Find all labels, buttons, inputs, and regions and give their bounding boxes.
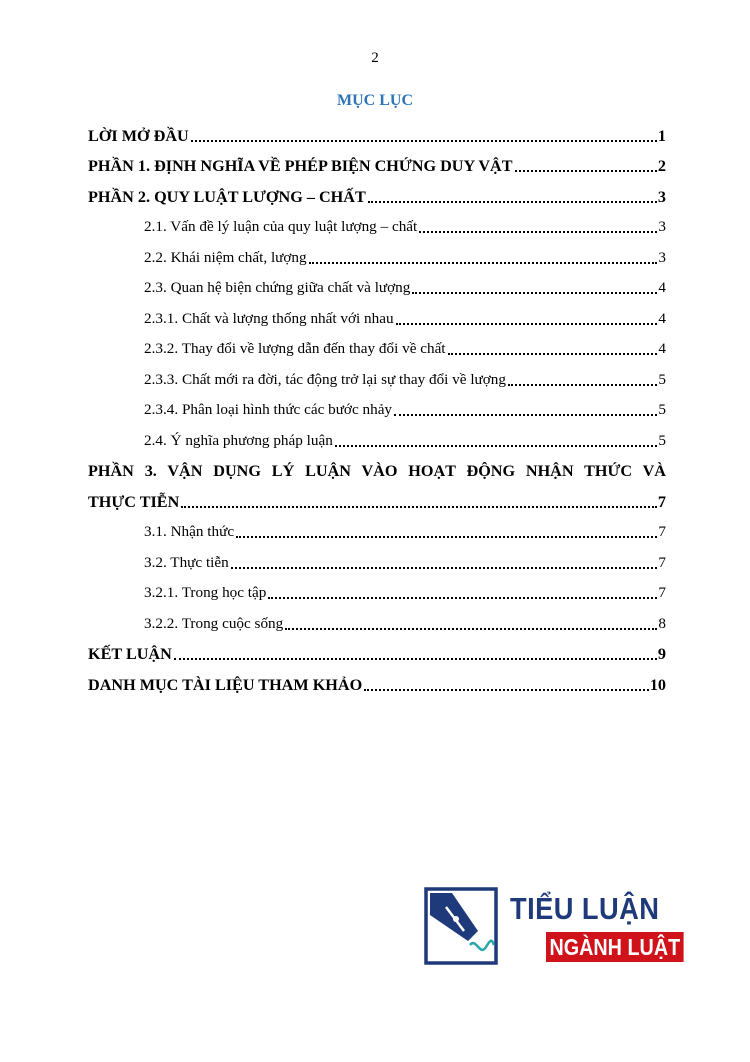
toc-dot-leader [412, 292, 657, 294]
toc-entry[interactable] [88, 515, 666, 546]
toc-entry-label: 2.2. Khái niệm chất, lượng [144, 248, 307, 266]
toc-entry-page: 10 [649, 675, 666, 694]
toc-entry-label: 3.2. Thực tiễn [144, 553, 229, 571]
toc-entry-page: 7 [657, 492, 666, 511]
toc-dot-leader [268, 597, 657, 599]
toc-entry[interactable] [88, 484, 666, 515]
toc-entry[interactable] [88, 545, 666, 576]
toc-dot-leader [285, 628, 657, 630]
toc-dot-leader [368, 201, 657, 203]
toc-entry[interactable] [88, 118, 666, 149]
toc-entry-page: 5 [658, 370, 666, 388]
toc-entry-page: 7 [658, 584, 666, 601]
toc-entry[interactable] [88, 576, 666, 607]
toc-dot-leader [396, 323, 658, 325]
toc-entry[interactable] [88, 606, 666, 637]
toc-entry-label: THỰC TIỄN [88, 492, 180, 511]
toc-entry-label: 2.4. Ý nghĩa phương pháp luận [144, 431, 333, 449]
toc-entry-page: 1 [657, 126, 666, 145]
toc-entry-label: 3.2.1. Trong học tập [144, 584, 267, 601]
toc-dot-leader [191, 140, 657, 142]
toc-entry[interactable] [88, 240, 666, 271]
toc-entry-page: 5 [658, 431, 666, 449]
toc-entry-page: 3 [658, 218, 666, 235]
page-number: 2 [371, 50, 379, 66]
toc-entry[interactable] [88, 393, 666, 424]
toc-entry-page: 4 [658, 279, 666, 296]
toc-entry-label: DANH MỤC TÀI LIỆU THAM KHẢO [88, 675, 363, 694]
toc-entry-label: 2.3.2. Thay đổi về lượng dẫn đến thay đổi về chất [144, 340, 446, 357]
toc-entry-label: 2.3.3. Chất mới ra đời, tác động trở lại sự thay đổi về lượng [144, 370, 506, 388]
toc-entry[interactable] [88, 423, 666, 454]
toc-dot-leader [419, 231, 657, 233]
toc-entry[interactable] [88, 271, 666, 302]
toc-entry-page: 8 [658, 614, 666, 632]
toc-entry-label: PHẦN 1. ĐỊNH NGHĨA VỀ PHÉP BIỆN CHỨNG DUY VẬT [88, 157, 513, 175]
toc-entry-label: PHẦN 2. QUY LUẬT LƯỢNG – CHẤT [88, 187, 366, 206]
toc-entry-label: 2.3. Quan hệ biện chứng giữa chất và lượng [144, 279, 411, 296]
pen-nib-icon [424, 887, 498, 965]
toc-entry[interactable] [88, 362, 666, 393]
toc-entry-label: 2.3.1. Chất và lượng thống nhất với nhau [144, 309, 394, 327]
toc-dot-leader [448, 353, 658, 355]
toc-entry-page: 5 [658, 401, 666, 418]
toc-entry[interactable] [88, 637, 666, 668]
toc-dot-leader [515, 170, 657, 172]
toc-dot-leader [508, 384, 657, 386]
logo [424, 887, 681, 967]
toc-entry[interactable] [88, 149, 666, 180]
toc-entry-label: 3.1. Nhận thức [144, 523, 235, 540]
toc-dot-leader [231, 567, 658, 569]
toc-entry[interactable] [88, 301, 666, 332]
toc-entry-label: PHẦN 3. VẬN DỤNG LÝ LUẬN VÀO HOẠT ĐỘNG NHẬN THỨC VÀ [88, 462, 666, 480]
toc-entry[interactable] [88, 332, 666, 363]
toc-entry[interactable] [88, 667, 666, 698]
toc-dot-leader [309, 262, 658, 264]
toc-entry[interactable] [88, 454, 666, 485]
toc-dot-leader [394, 414, 657, 416]
logo-subtitle: NGÀNH LUẬT [546, 932, 684, 962]
toc-entry-page: 7 [658, 523, 666, 540]
toc-dot-leader [236, 536, 657, 538]
toc-entry-page: 3 [657, 187, 666, 206]
logo-title: TIỂU LUẬN [510, 891, 660, 926]
toc-entry-label: 2.1. Vấn đề lý luận của quy luật lượng – chất [144, 218, 418, 235]
toc-entry[interactable] [88, 179, 666, 210]
toc-entry-label: LỜI MỞ ĐẦU [88, 126, 189, 145]
toc-entry[interactable] [88, 210, 666, 241]
toc-entry-page: 9 [657, 645, 666, 663]
toc-dot-leader [364, 689, 649, 691]
toc-entry-label: 2.3.4. Phân loại hình thức các bước nhảy [144, 401, 393, 418]
toc-entry-label: KẾT LUẬN [88, 645, 172, 663]
toc-entry-page: 3 [658, 248, 666, 266]
toc-title: MỤC LỤC [337, 92, 413, 109]
table-of-contents [88, 118, 666, 698]
toc-dot-leader [174, 658, 657, 660]
toc-entry-page: 4 [658, 340, 666, 357]
toc-entry-page: 7 [658, 553, 666, 571]
toc-dot-leader [335, 445, 658, 447]
toc-entry-label: 3.2.2. Trong cuộc sống [144, 614, 284, 632]
toc-entry-page: 4 [658, 309, 666, 327]
toc-entry-page: 2 [657, 157, 666, 175]
toc-dot-leader [181, 506, 657, 508]
